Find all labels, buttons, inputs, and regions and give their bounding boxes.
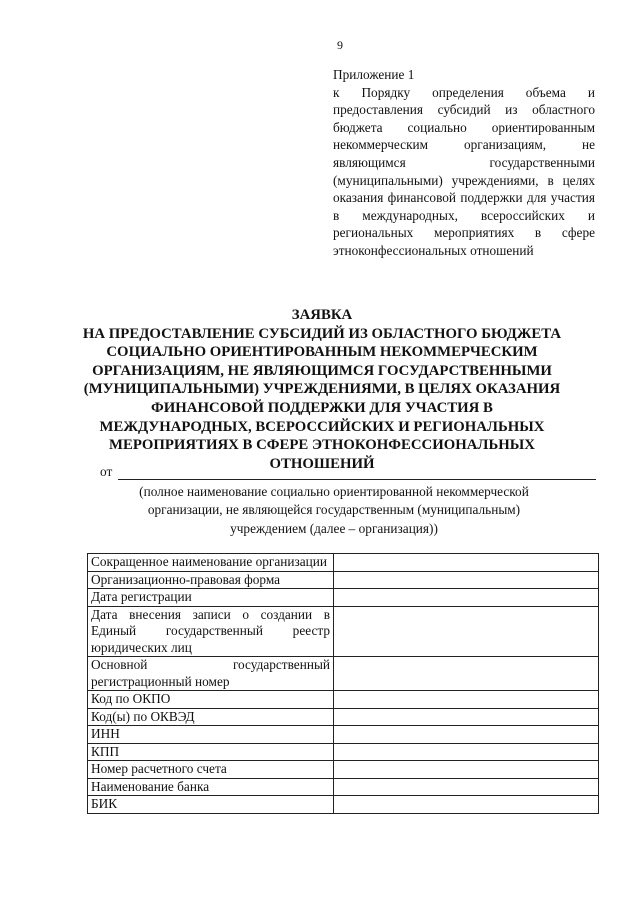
- row-value[interactable]: [334, 796, 599, 814]
- row-value[interactable]: [334, 743, 599, 761]
- row-value[interactable]: [334, 589, 599, 607]
- appendix-body: к Порядку определения объема и предоставления субсидий из областного бюджета социально ориентированным некоммерческим организациям, не являющимся государственными (муниципальными) учреждениями, в целях оказания финансовой поддержки для участия в международных, всероссийских и региональных мероприятиях в сфере этноконфессиональных отношений: [333, 84, 595, 258]
- table-row: [88, 761, 599, 779]
- row-label: Код по ОКПО: [88, 691, 334, 709]
- table-row: [88, 691, 599, 709]
- table-row: [88, 571, 599, 589]
- table-row: [88, 657, 599, 691]
- row-label: Дата внесения записи о создании в Единый государственный реестр юридических лиц: [88, 606, 334, 657]
- from-label: от: [100, 464, 113, 479]
- row-label: Сокращенное наименование организации: [88, 554, 334, 572]
- from-line: [100, 463, 596, 480]
- organization-name-field[interactable]: [118, 465, 596, 480]
- row-label: БИК: [88, 796, 334, 814]
- organization-details-table: [87, 553, 599, 814]
- from-caption: (полное наименование социально ориентированной некоммерческой организации, не являющейся государственным (муниципальным) учреждением (далее – организация)): [139, 484, 529, 536]
- appendix-block: [333, 66, 595, 260]
- table-row: [88, 589, 599, 607]
- document-subheading: НА ПРЕДОСТАВЛЕНИЕ СУБСИДИЙ ИЗ ОБЛАСТНОГО БЮДЖЕТА СОЦИАЛЬНО ОРИЕНТИРОВАННЫМ НЕКОММЕРЧЕСКИМ ОРГАНИЗАЦИЯМ, НЕ ЯВЛЯЮЩИМСЯ ГОСУДАРСТВЕННЫМИ (МУНИЦИПАЛЬНЫМИ) УЧРЕЖДЕНИЯМИ, В ЦЕЛЯХ ОКАЗАНИЯ ФИНАНСОВОЙ ПОДДЕРЖКИ ДЛЯ УЧАСТИЯ В МЕЖДУНАРОДНЫХ, ВСЕРОССИЙСКИХ И РЕГИОНАЛЬНЫХ МЕРОПРИЯТИЯХ В СФЕРЕ ЭТНОКОНФЕССИОНАЛЬНЫХ ОТНОШЕНИЙ: [82, 325, 562, 472]
- table-row: [88, 778, 599, 796]
- table-row: [88, 796, 599, 814]
- row-label: КПП: [88, 743, 334, 761]
- document-title: [80, 306, 564, 473]
- document-heading: ЗАЯВКА: [291, 307, 353, 323]
- row-value[interactable]: [334, 726, 599, 744]
- table-row: [88, 606, 599, 657]
- table-row: [88, 743, 599, 761]
- table-row: [88, 554, 599, 572]
- row-label: Наименование банка: [88, 778, 334, 796]
- row-label: Номер расчетного счета: [88, 761, 334, 779]
- row-label: Организационно-правовая форма: [88, 571, 334, 589]
- row-label: Код(ы) по ОКВЭД: [88, 708, 334, 726]
- appendix-title: Приложение 1: [333, 67, 415, 82]
- row-label: Основной государственный регистрационный номер: [88, 657, 334, 691]
- page-number: 9: [337, 38, 343, 52]
- table-row: [88, 708, 599, 726]
- row-value[interactable]: [334, 691, 599, 709]
- row-value[interactable]: [334, 708, 599, 726]
- row-value[interactable]: [334, 657, 599, 691]
- row-value[interactable]: [334, 778, 599, 796]
- row-value[interactable]: [334, 606, 599, 657]
- row-label: ИНН: [88, 726, 334, 744]
- row-value[interactable]: [334, 761, 599, 779]
- row-value[interactable]: [334, 554, 599, 572]
- table-row: [88, 726, 599, 744]
- row-label: Дата регистрации: [88, 589, 334, 607]
- row-value[interactable]: [334, 571, 599, 589]
